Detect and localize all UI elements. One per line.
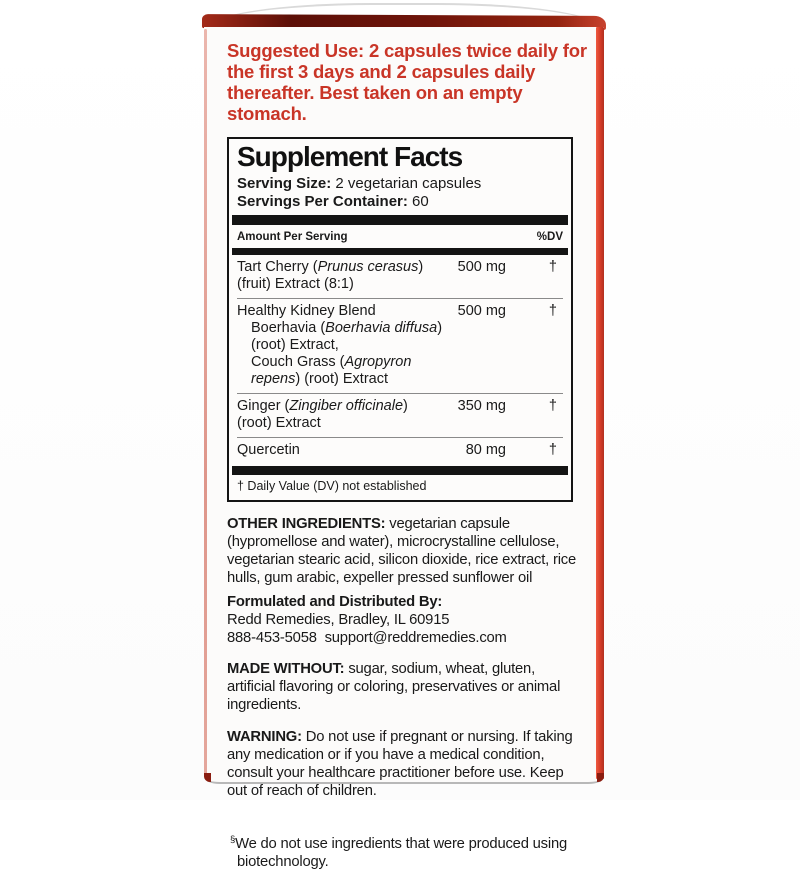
supplement-facts-panel bbox=[227, 137, 573, 502]
box-bottom-left-corner bbox=[204, 773, 211, 782]
facts-header-row bbox=[237, 228, 563, 245]
ingredient-dv: † bbox=[548, 442, 557, 458]
warning-label: WARNING: bbox=[227, 729, 302, 745]
distributor-title: Formulated and Distributed By: bbox=[227, 594, 443, 610]
box-bottom-right-corner bbox=[597, 773, 604, 782]
box-side-panel bbox=[204, 27, 604, 870]
ingredient-row bbox=[237, 255, 563, 298]
biotech-footnote-text: We do not use ingredients that were produced using biotechnology. bbox=[235, 835, 568, 870]
made-without-paragraph bbox=[227, 660, 587, 714]
other-ingredients-text: vegetarian capsule (hypromellose and water), microcrystalline cellulose, vegetarian stearic acid, silicon dioxide, rice extract, rice hulls, gum arabic, expeller pressed sunflower oil bbox=[227, 516, 577, 586]
amount-per-serving-label: Amount Per Serving bbox=[237, 231, 348, 243]
ingredient-amount: 80 mg bbox=[465, 442, 506, 458]
facts-divider-thick bbox=[232, 466, 568, 475]
facts-divider-thick bbox=[232, 215, 568, 225]
warning-text: Do not use if pregnant or nursing. If taking any medication or if you have a medical condition, consult your healthcare practitioner before use. Keep out of reach of children. bbox=[227, 729, 573, 799]
servings-per-container-value: 60 bbox=[407, 192, 429, 210]
warning-paragraph bbox=[227, 728, 587, 800]
other-ingredients-label: OTHER INGREDIENTS: bbox=[227, 516, 386, 532]
servings-per-container-label: Servings Per Container: bbox=[237, 192, 408, 210]
serving-size bbox=[237, 175, 563, 193]
ingredient-row bbox=[237, 437, 563, 464]
ingredient-amount: 500 mg bbox=[457, 259, 506, 275]
ingredient-rows bbox=[237, 255, 563, 464]
distributor-address: Redd Remedies, Bradley, IL 60915 bbox=[227, 612, 450, 628]
made-without-text: sugar, sodium, wheat, gluten, artificial flavoring or coloring, preservatives or animal ingredients. bbox=[227, 661, 561, 713]
ingredient-name: Healthy Kidney Blend Boerhavia (Boerhavia diffusa) (root) Extract, Couch Grass (Agropyron repens) (root) Extract bbox=[237, 303, 443, 387]
ingredient-name: Tart Cherry (Prunus cerasus) (fruit) Extract (8:1) bbox=[237, 259, 424, 292]
facts-divider-thick bbox=[232, 248, 568, 255]
distributor-block bbox=[227, 593, 587, 647]
box-left-edge bbox=[204, 29, 207, 778]
servings-per-container bbox=[237, 193, 563, 211]
suggested-use-line: the first 3 days and 2 capsules daily bbox=[227, 61, 536, 82]
box-right-edge bbox=[596, 27, 604, 779]
ingredient-amount: 350 mg bbox=[457, 398, 506, 414]
ingredient-row bbox=[237, 393, 563, 437]
suggested-use-line: Suggested Use: 2 capsules twice daily for bbox=[227, 40, 587, 61]
made-without-label: MADE WITHOUT: bbox=[227, 661, 345, 677]
ingredient-dv: † bbox=[548, 303, 557, 319]
percent-dv-label: %DV bbox=[536, 231, 563, 243]
ingredient-name: Ginger (Zingiber officinale) (root) Extract bbox=[237, 398, 408, 431]
ingredient-amount: 500 mg bbox=[457, 303, 506, 319]
other-ingredients-paragraph bbox=[227, 515, 587, 587]
serving-size-value: 2 vegetarian capsules bbox=[331, 175, 482, 192]
biotech-footnote bbox=[227, 831, 587, 871]
ingredient-dv: † bbox=[548, 259, 557, 275]
supplement-facts-title: Supplement Facts bbox=[237, 141, 463, 172]
ingredient-row bbox=[237, 298, 563, 393]
suggested-use-line: thereafter. Best taken on an empty stomach. bbox=[227, 82, 523, 124]
distributor-contact: 888-453-5058 support@reddremedies.com bbox=[227, 630, 507, 646]
label-content bbox=[227, 40, 587, 886]
serving-size-label: Serving Size: bbox=[237, 175, 332, 192]
ingredient-dv: † bbox=[548, 398, 557, 414]
section-symbol: § bbox=[230, 834, 236, 845]
daily-value-footnote: † Daily Value (DV) not established bbox=[237, 479, 427, 493]
suggested-use-text bbox=[227, 40, 587, 124]
ingredient-name: Quercetin bbox=[237, 442, 300, 458]
